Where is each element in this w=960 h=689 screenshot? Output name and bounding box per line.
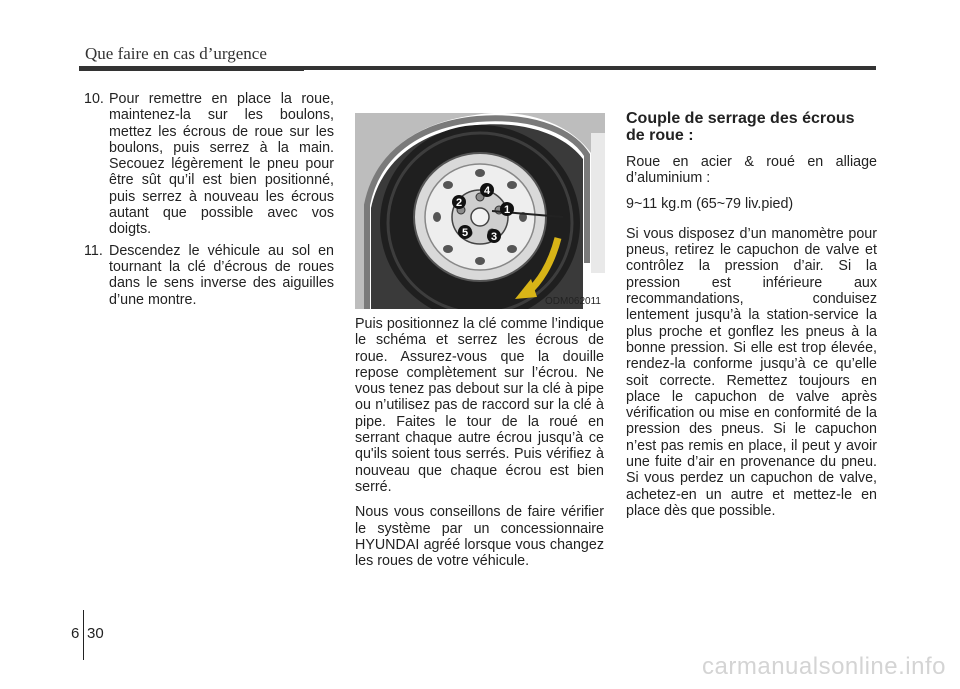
callout-label-2: 2 (455, 197, 463, 209)
callout-label-3: 3 (490, 231, 498, 243)
callout-label-4: 4 (483, 185, 491, 197)
body-panel (591, 133, 605, 273)
nut-callout-4 (480, 183, 494, 197)
step-number: 10. (84, 91, 104, 107)
page-header-title: Que faire en cas d’urgence (85, 44, 267, 63)
nut-callout-5 (458, 225, 472, 239)
step-number: 11. (84, 242, 103, 259)
wheel-nut-tightening-illustration (355, 113, 605, 309)
wheel-illustration-svg (355, 113, 605, 309)
section-title: Couple de serrage des écrous de roue : (626, 110, 855, 144)
figure-code: ODM062011 (545, 296, 601, 307)
nut-callout-3 (487, 229, 501, 243)
middle-column (355, 316, 604, 578)
watermark: carmanualsonline.info (702, 653, 946, 680)
callout-label-1: 1 (503, 204, 511, 216)
step-text: Pour remettre en place la roue, maintenez-la sur les boulons, mettez les écrous de roue sur les boulons, puis serrez à la main. Secouez légèrement le pneu pour être sût qu’il est bien positionné, puis serrez à nouveau les écrous autant que possible avec vos doigts. (109, 91, 334, 238)
step-item (84, 243, 334, 308)
step-text: Descendez le véhicule au sol en tournant la clé d’écrous de roues dans le sens inverse des aiguilles d’une montre. (109, 242, 334, 308)
header-rule (79, 66, 876, 70)
hub-center (471, 208, 489, 226)
step-item (84, 91, 334, 238)
body-paragraph: Roue en acier & roué en alliage d’aluminium : (626, 154, 877, 187)
page-number: 30 (87, 625, 104, 642)
body-paragraph: Puis positionnez la clé comme l’indique le schéma et serrez les écrous de roue. Assurez-vous que la douille repose complètement sur l’écrou. Ne vous tenez pas debout sur la clé à pipe ou n’utilisez pas de raccord sur la clé à pipe. Faites le tour de la roué en serrant chaque autre écrou jusqu’à ce qu'ils soient tous serrés. Puis vérifiez à nouveau que chaque écrou est bien serré. (355, 316, 604, 495)
nut-callout-2 (452, 195, 466, 209)
page-number-divider (83, 610, 84, 660)
chapter-number: 6 (71, 625, 80, 642)
steps-column (84, 91, 334, 313)
torque-value: 9~11 kg.m (65~79 liv.pied) (626, 195, 794, 212)
nut-callout-1 (500, 202, 514, 216)
body-paragraph: Nous vous conseillons de faire vérifier le système par un concessionnaire HYUNDAI agréé lorsque vous changez les roues de votre véhicule. (355, 504, 604, 570)
callout-label-5: 5 (461, 227, 469, 239)
right-column (626, 110, 877, 528)
body-paragraph: Si vous disposez d’un manomètre pour pneus, retirez le capuchon de valve et contrôlez la pression d’air. Si la pression est inférieure aux recommandations, conduisez lentement jusqu’à la station-service la plus proche et gonflez les pneus à la bonne pression. Si elle est trop élevée, rendez-la conforme jusqu’à ce qu’elle soit correcte. Remettez toujours en place le capuchon de valve après vérification ou mise en conformité de la pression des pneus. Si le capuchon n’est pas remis en place, il peut y avoir une fuite d’air en provenance du pneu. Si vous perdez un capuchon de valve, achetez-en un autre et mettez-le en place dès que possible. (626, 225, 877, 519)
